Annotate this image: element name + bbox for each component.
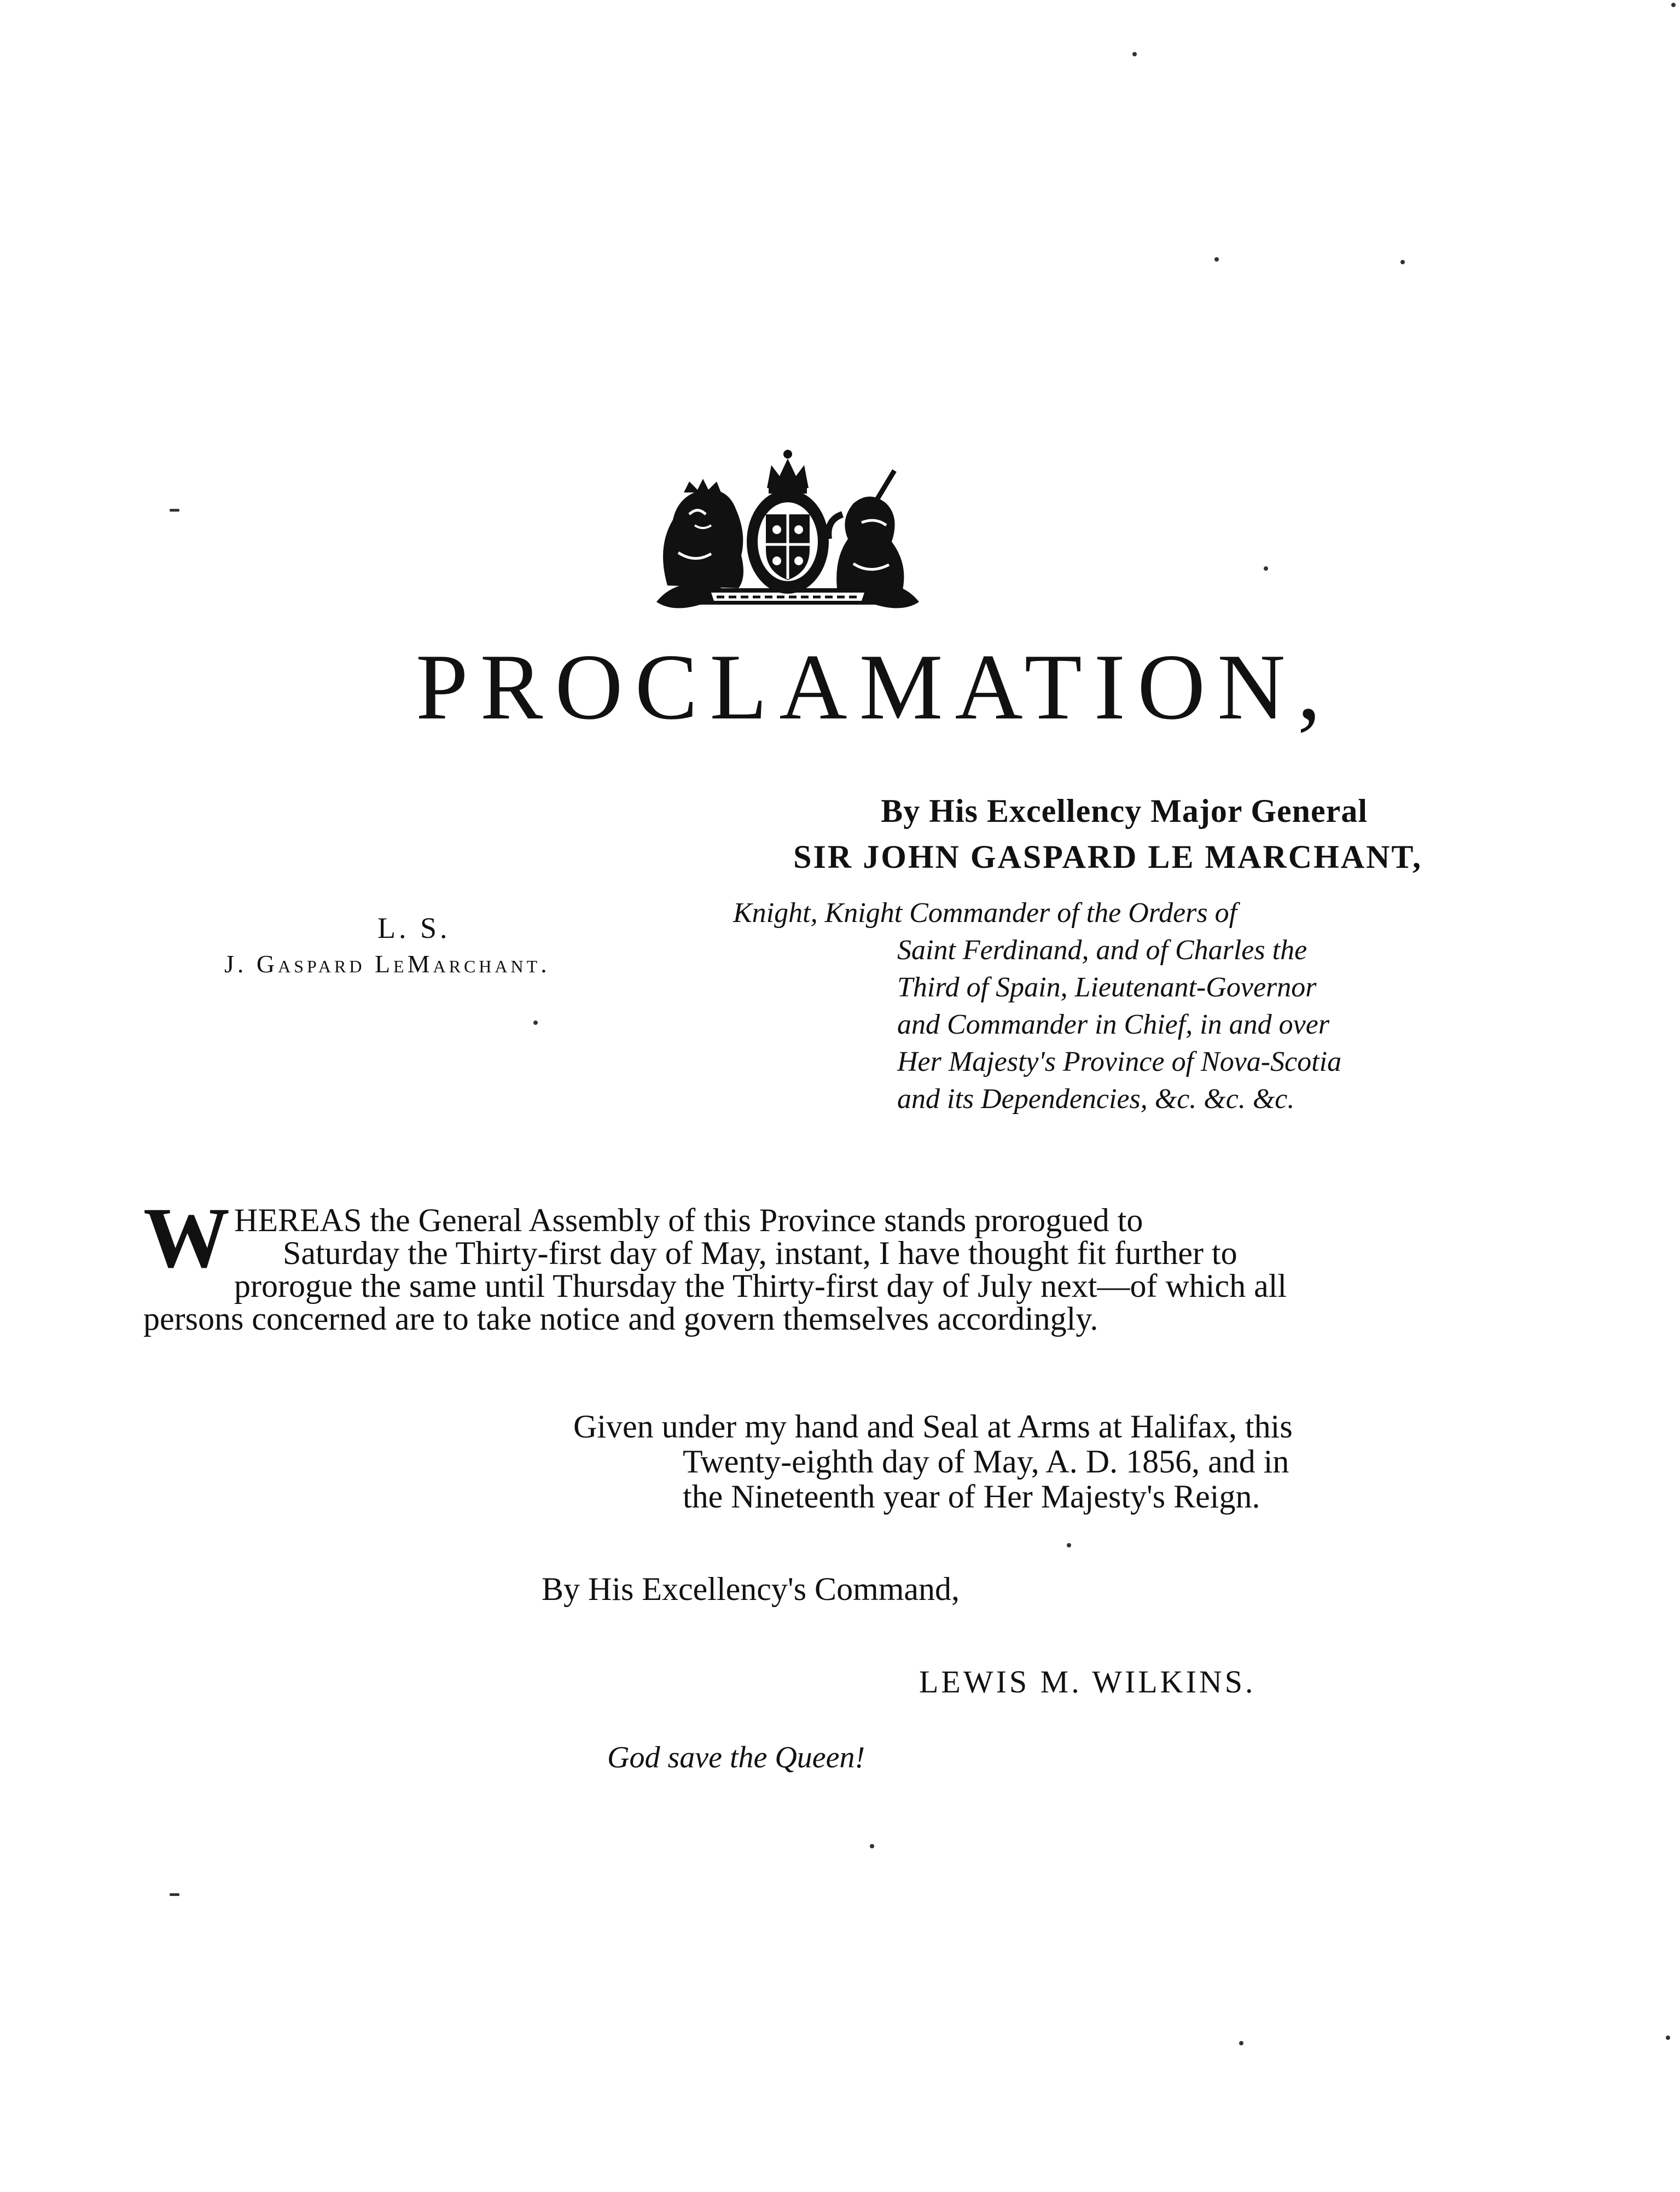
closing-line: God save the Queen!	[607, 1741, 865, 1775]
scan-speck	[870, 1844, 874, 1848]
body-line: prorogue the same until Thursday the Thirty-first day of July next—of which all	[234, 1268, 1287, 1304]
byline	[744, 788, 1422, 880]
proclamation-body	[143, 1190, 1412, 1337]
given-line: Twenty-eighth day of May, A. D. 1856, and in	[683, 1443, 1289, 1480]
body-line: Saturday the Thirty-first day of May, instant, I have thought fit further to	[283, 1235, 1237, 1271]
given-under-hand	[573, 1409, 1293, 1514]
locus-sigilli: L. S.	[377, 912, 451, 944]
byline-line-2: SIR JOHN GASPARD LE MARCHANT,	[793, 839, 1422, 875]
scan-speck	[1400, 260, 1405, 264]
title-line: Third of Spain, Lieutenant-Governor	[897, 972, 1317, 1003]
byline-line-1: By His Excellency Major General	[881, 793, 1368, 829]
title-line: Her Majesty's Province of Nova-Scotia	[897, 1046, 1342, 1077]
given-line: Given under my hand and Seal at Arms at Halifax, this	[573, 1408, 1293, 1445]
scan-speck	[1671, 3, 1676, 7]
body-line: HEREAS the General Assembly of this Province stands prorogued to	[234, 1202, 1143, 1238]
given-line: the Nineteenth year of Her Majesty's Reign.	[683, 1478, 1260, 1515]
scan-speck	[533, 1020, 538, 1025]
title-line: Saint Ferdinand, and of Charles the	[897, 935, 1307, 966]
title-line: Knight, Knight Commander of the Orders of	[733, 897, 1237, 929]
scan-speck	[1214, 257, 1219, 262]
title-line: and its Dependencies, &c. &c. &c.	[897, 1083, 1295, 1115]
body-line: persons concerned are to take notice and govern themselves accordingly.	[143, 1301, 1098, 1337]
scan-speck	[1264, 566, 1268, 571]
scan-speck	[1132, 52, 1137, 56]
title-line: and Commander in Chief, in and over	[897, 1009, 1330, 1040]
scan-speck	[170, 509, 179, 512]
governor-titles	[733, 895, 1422, 1118]
scan-speck	[1239, 2041, 1243, 2045]
scan-speck	[1666, 2036, 1670, 2040]
scan-speck	[1067, 1543, 1071, 1547]
royal-coat-of-arms-icon	[646, 438, 930, 618]
proclamation-title: PROCLAMATION,	[416, 635, 1333, 739]
seal-signer: J. Gaspard LeMarchant.	[224, 950, 550, 978]
drop-cap: W	[143, 1190, 230, 1286]
scan-speck	[170, 1893, 179, 1896]
secretary-name: LEWIS M. WILKINS.	[919, 1664, 1256, 1700]
command-line: By His Excellency's Command,	[542, 1571, 960, 1607]
